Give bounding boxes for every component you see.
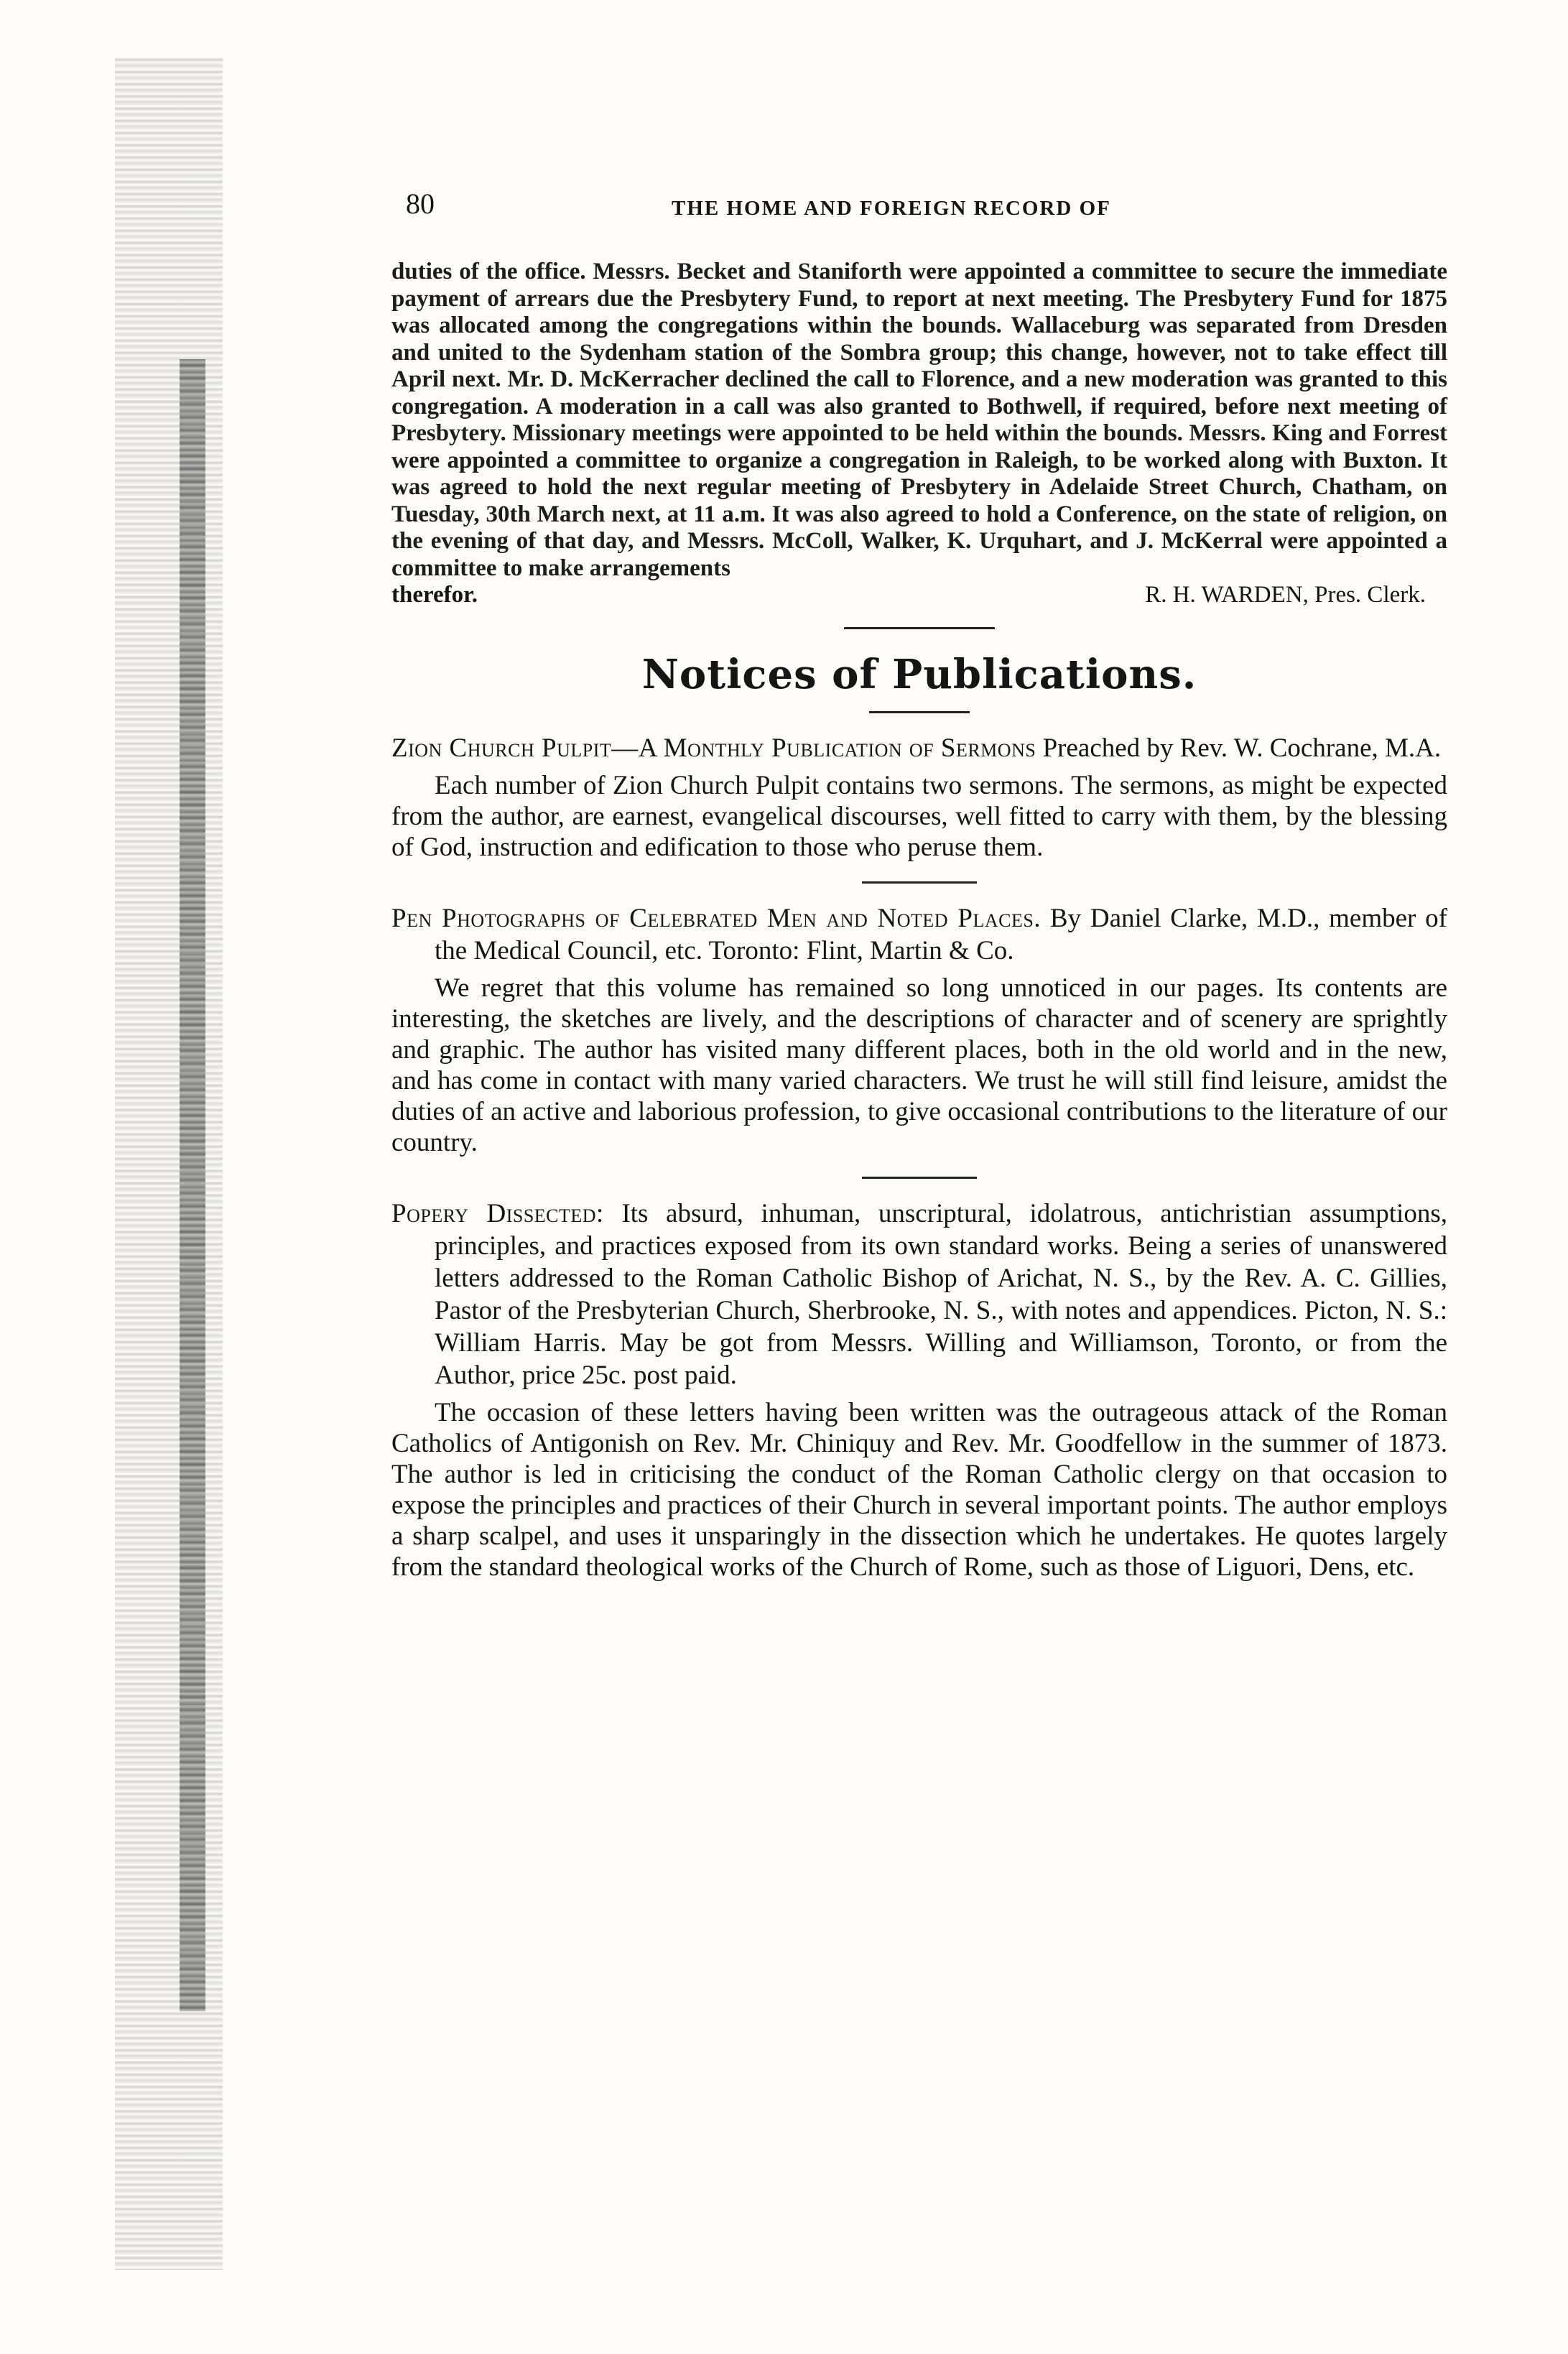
notice-heading <box>391 732 1447 764</box>
notice-title: Pen Photographs of Celebrated Men and Noted Places. <box>391 904 1042 933</box>
notice-body: The occasion of these letters having been written was the outrageous attack of the Roman Catholics of Antigonish on Rev. Mr. Chiniquy and Rev. Mr. Goodfellow in the summer of 1873. The author is led in criticising the conduct of the Roman Catholic clergy on that occasion to expose the principles and practices of their Church in several important points. The author employs a sharp scalpel, and uses it unsparingly in the dissection which he undertakes. He quotes largely from the standard theological works of the Church of Rome, such as those of Liguori, Dens, etc. <box>391 1398 1447 1582</box>
divider-rule <box>862 881 977 884</box>
binding-gutter <box>180 359 205 2011</box>
notice-heading <box>391 1197 1447 1391</box>
running-title: THE HOME AND FOREIGN RECORD OF <box>672 197 1111 220</box>
page-number: 80 <box>406 187 435 220</box>
binding-shadow <box>115 57 223 2270</box>
divider-rule <box>862 1177 977 1179</box>
notice-byline: By Daniel Clarke, M.D., member of the Medical Council, etc. Toronto: Flint, Martin & Co. <box>435 904 1448 965</box>
presbytery-report-text: duties of the office. Messrs. Becket and Staniforth were appointed a committee to secure the immediate payment of arrears due the Presbytery Fund, to report at next meeting. The Presbytery Fund for 1875 was allocated among the congregations within the bounds. Wallaceburg was separated from Dresden and united to the Sydenham station of the Sombra group; this change, however, not to take effect till April next. Mr. D. McKerracher declined the call to Florence, and a new moderation was granted to this congregation. A moderation in a call was also granted to Bothwell, if required, before next meeting of Presbytery. Missionary meetings were appointed to be held within the bounds. Messrs. King and Forrest were appointed a committee to organize a congregation in Raleigh, to be worked along with Buxton. It was agreed to hold the next regular meeting of Presbytery in Adelaide Street Church, Chatham, on Tuesday, 30th March next, at 11 a.m. It was also agreed to hold a Conference, on the state of religion, on the evening of that day, and Messrs. McColl, Walker, K. Urquhart, and J. McKerral were appointed a committee to make arrangements <box>391 259 1447 581</box>
notice-entry <box>391 732 1447 863</box>
notice-byline: Its absurd, inhuman, unscriptural, idolatrous, antichristian assumptions, principles, and practices exposed from its own standard works. Being a series of unanswered letters addressed to the Roman Catholic Bishop of Arichat, N. S., by the Rev. A. C. Gillies, Pastor of the Presbyterian Church, Sherbrooke, N. S., with notes and appendices. Picton, N. S.: William Harris. May be got from Messrs. Willing and Williamson, Toronto, or from the Author, price 25c. post paid. <box>435 1199 1447 1390</box>
notice-heading <box>391 902 1447 967</box>
signature-clerk: R. H. WARDEN, Pres. Clerk. <box>1145 582 1426 608</box>
notice-byline: Preached by Rev. W. Cochrane, M.A. <box>1042 733 1442 763</box>
notice-title: Popery Dissected: <box>391 1199 604 1228</box>
report-signature <box>391 582 1447 608</box>
notice-body: We regret that this volume has remained so long unnoticed in our pages. Its contents are interesting, the sketches are lively, and the descriptions of character and of scenery are sprightly and graphic. The author has visited many different places, both in the old world and in the new, and has come in contact with many varied characters. We trust he will still find leisure, amidst the duties of an active and laborious profession, to give occasional contributions to the literature of our country. <box>391 973 1447 1157</box>
running-header <box>391 187 1447 230</box>
section-title: Notices of Publications. <box>641 651 1197 698</box>
notice-title: Zion Church Pulpit—A Monthly Publication of Sermons <box>391 733 1036 763</box>
notice-entry <box>391 902 1447 1158</box>
page-content <box>391 187 1447 1590</box>
notice-entry <box>391 1197 1447 1583</box>
notice-body: Each number of Zion Church Pulpit contains two sermons. The sermons, as might be expected from the author, are earnest, evangelical discourses, well fitted to carry with them, by the blessing of God, instruction and edification to those who peruse them. <box>391 771 1447 862</box>
signature-left: therefor. <box>391 582 478 608</box>
section-title-rule <box>869 711 970 713</box>
divider-rule <box>844 627 995 629</box>
